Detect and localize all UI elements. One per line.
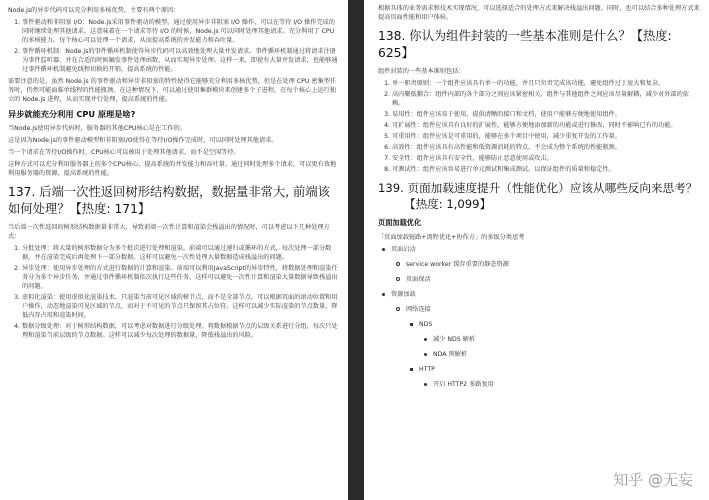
bullet-icon [410, 323, 413, 326]
bullet-icon [396, 262, 400, 266]
tree-label: 页面启动 [391, 246, 416, 253]
section-heading: 异步就能充分利用 CPU 原理是啥? [8, 109, 136, 119]
paragraph: 当Node.js使用异步代码时，服务器的其他CPU核心是在工作的。 [8, 125, 186, 132]
paragraph: 当后端一次性返回的树形结构数据量非常大，导致前端一次性计算和渲染会栈溢出的情况时，可以考虑以下几种处理方式： [8, 224, 330, 240]
list-item: 8. 可测试性：组件应该容易进行单元测试和集成测试，以保证组件的质量和稳定性。 [392, 165, 701, 174]
bullet-icon [396, 277, 400, 281]
page-divider [348, 0, 364, 500]
bullet-icon [396, 307, 400, 311]
list-item: 1. 事件驱动和非阻塞 I/O：Node.js采用事件驱动的模型，通过使用异步非阻塞 I/O 操作，可以在等待 I/O 操作完成的同时继续处理其他请求。这意味着在一个请求等待 I/O 的时候，Node.js 可以同时处理其他请求。充分利用了 CPU 的多核能力。每个核心可以处理一个请求，从而提高系统的并发能力和吞吐量。 [22, 18, 338, 45]
tree-item [382, 245, 701, 254]
tree-item [396, 260, 701, 269]
list-item: 6. 高效性：组件应该具有高性能和低资源消耗的特点，不会成为整个系统的性能瓶颈。 [392, 143, 701, 152]
list-item: 1. 分批处理：将大量的树形数据分为多个批次进行处理和渲染。前端可以通过递归或循环的方式，每次处理一部分数据，并在渲染完成后再处理下一部分数据。这样可以避免一次性处理大量数据造成栈溢出的问题。 [22, 244, 338, 262]
list-item: 3. 虚拟化渲染：使用虚拟化渲染技术，只渲染当前可见区域的树节点，而不是全部节点。可以根据页面的滚动位置和用户操作，动态地渲染可见区域的节点，而对于不可见的节点只保留其占位符。这样可以减少实际渲染的节点数量，降低内存占用和渲染时间。 [22, 293, 338, 320]
left-document-page [0, 0, 348, 500]
list-item: 2. 异步处理：使用异步处理的方式进行数据的计算和渲染。前端可以利用JavaScript的异步特性，将数据处理和渲染任务分为多个异步任务，并通过事件循环机制依次执行这些任务。这样可以避免一次性计算和渲染大量数据导致栈溢出的问题。 [22, 264, 338, 291]
tree-label: 页面保活 [406, 276, 431, 283]
optimization-tree [378, 245, 701, 389]
q138-list [378, 79, 701, 174]
tree-item [424, 350, 701, 359]
tree-item [410, 320, 701, 329]
tree-label: NDA 预解析 [433, 351, 468, 358]
hotness-badge: 【热度: 171】 [69, 202, 151, 216]
bullet-icon [424, 383, 427, 386]
paragraph: 需要注意的是，虽然 Node.js 的事件驱动和异步非阻塞的特性使得它能够充分利用多核优势，但是在处理 CPU 密集型任务时，仍然可能面临单线程的性能瓶颈。在这种情况下，可以通过使用集群模块来创建多个子进程，在每个核心上运行独立的 Node.js 进程，从而实现并行处理，提高系统的性能。 [8, 78, 337, 103]
paragraph: 这种方式可以充分利用服务器上的多个CPU核心，提高系统的并发能力和吞吐量。通过同时处理多个请求，可以更有效地利用服务器的资源，提高系统的性能。 [8, 161, 337, 177]
question-title: 137. 后端一次性返回树形结构数据，数据量非常大, 前端该如何处理？ [8, 185, 330, 216]
intro-text: Node.js的异步代码可以充分利用多核优势，主要有两个原因： [8, 7, 180, 14]
tree-label: service worker 缓存重要的静态资源 [406, 261, 509, 268]
bullet-icon [382, 248, 385, 251]
list-item: 5. 可重用性：组件应该是可重用的，能够在多个项目中使用，减少重复开发的工作量。 [392, 132, 701, 141]
list-item: 2. 事件循环机制：Node.js的事件循环机制使得异步代码可以高效地处理大量并发请求。事件循环机制通过将请求注册为事件监听器，并在合适的时候触发事件处理函数，从而实现异步处理。这样一来，即使有大量并发请求，也能够通过事件循环机制避免线程切换的开销，提高系统的性能。 [22, 47, 338, 74]
hotness-badge: 【热度: 1,099】 [404, 197, 492, 211]
zhihu-watermark [613, 469, 693, 490]
tree-item [424, 335, 701, 344]
reasons-list [8, 18, 338, 74]
list-item: 2. 高内聚低耦合：组件内部的各个部分之间应该紧密相关，组件与其他组件之间应该尽量解耦，减少对外部的依赖。 [392, 90, 701, 108]
question-138-heading [378, 28, 701, 62]
tree-label: 资源加载 [391, 291, 416, 298]
paragraph: 「页面加载链路+流程优化+协作方」的多级分类思考 [378, 234, 525, 241]
paragraph: 组件封装的一些基本准则包括： [378, 68, 465, 75]
question-139-heading [378, 180, 701, 212]
tree-item [396, 275, 701, 284]
q137-list [8, 244, 338, 340]
bullet-icon [410, 368, 413, 371]
list-item: 7. 安全性：组件应该具有安全性，能够防止恶意使用或攻击。 [392, 154, 701, 163]
tree-item [424, 380, 701, 389]
bullet-icon [424, 338, 427, 341]
tree-label: HTTP [419, 366, 435, 373]
list-item: 3. 易用性：组件应该易于使用，提供清晰的接口和文档，使用户能够方便地使用组件。 [392, 110, 701, 119]
tree-label: 网络连接 [406, 306, 431, 313]
question-title: 138. 你认为组件封装的一些基本准则是什么？ [378, 29, 631, 43]
watermark-text: 知乎 @无妄 [613, 471, 693, 489]
question-title: 139. 页面加载速度提升（性能优化）应该从哪些反向来思考？ [378, 181, 698, 195]
list-item: 1. 单一职责原则：一个组件应该具有单一的功能，并且只负责完成该功能，避免组件过于庞大和复杂。 [392, 79, 701, 88]
bullet-icon [382, 293, 385, 296]
paragraph: 这是因为Node.js的事件驱动模型和非阻塞I/O使得在等待I/O操作完成时，可以同时处理其他请求。 [8, 137, 278, 144]
right-document-page [364, 0, 709, 500]
list-item: 4. 可扩展性：组件应该具有良好的扩展性，能够方便地添加新的功能或进行修改，同时不影响已有的功能。 [392, 121, 701, 130]
list-item: 4. 数据分级处理：对于树形结构数据，可以考虑对数据进行分级处理。将数据根据节点的层级关系进行分组，每次只处理和渲染当前层级的节点数据。这样可以减少每次处理的数据量，降低栈溢出的风险。 [22, 322, 338, 340]
tree-item [410, 365, 701, 374]
hotness-badge: 【热度: 625】 [378, 29, 672, 60]
tree-label: 减少 NDS 解析 [433, 336, 476, 343]
paragraph: 当一个请求在等待I/O操作时，CPU核心可以被用于处理其他请求，而不是空闲等待。 [8, 149, 240, 156]
tree-label: NDS [419, 321, 433, 328]
tree-item [396, 305, 701, 314]
tree-label: 开启 HTTP2 多路复用 [433, 381, 494, 388]
subsection-heading: 页面加载优化 [378, 218, 422, 227]
tree-item [382, 290, 701, 299]
bullet-icon [424, 353, 427, 356]
paragraph: 根据具体的业务需求和技术实现情况，可以选择适合的处理方式来解决栈溢出问题。同时，也可以结合多种处理方式来提高页面性能和用户体验。 [378, 5, 700, 21]
question-137-heading [8, 184, 338, 218]
